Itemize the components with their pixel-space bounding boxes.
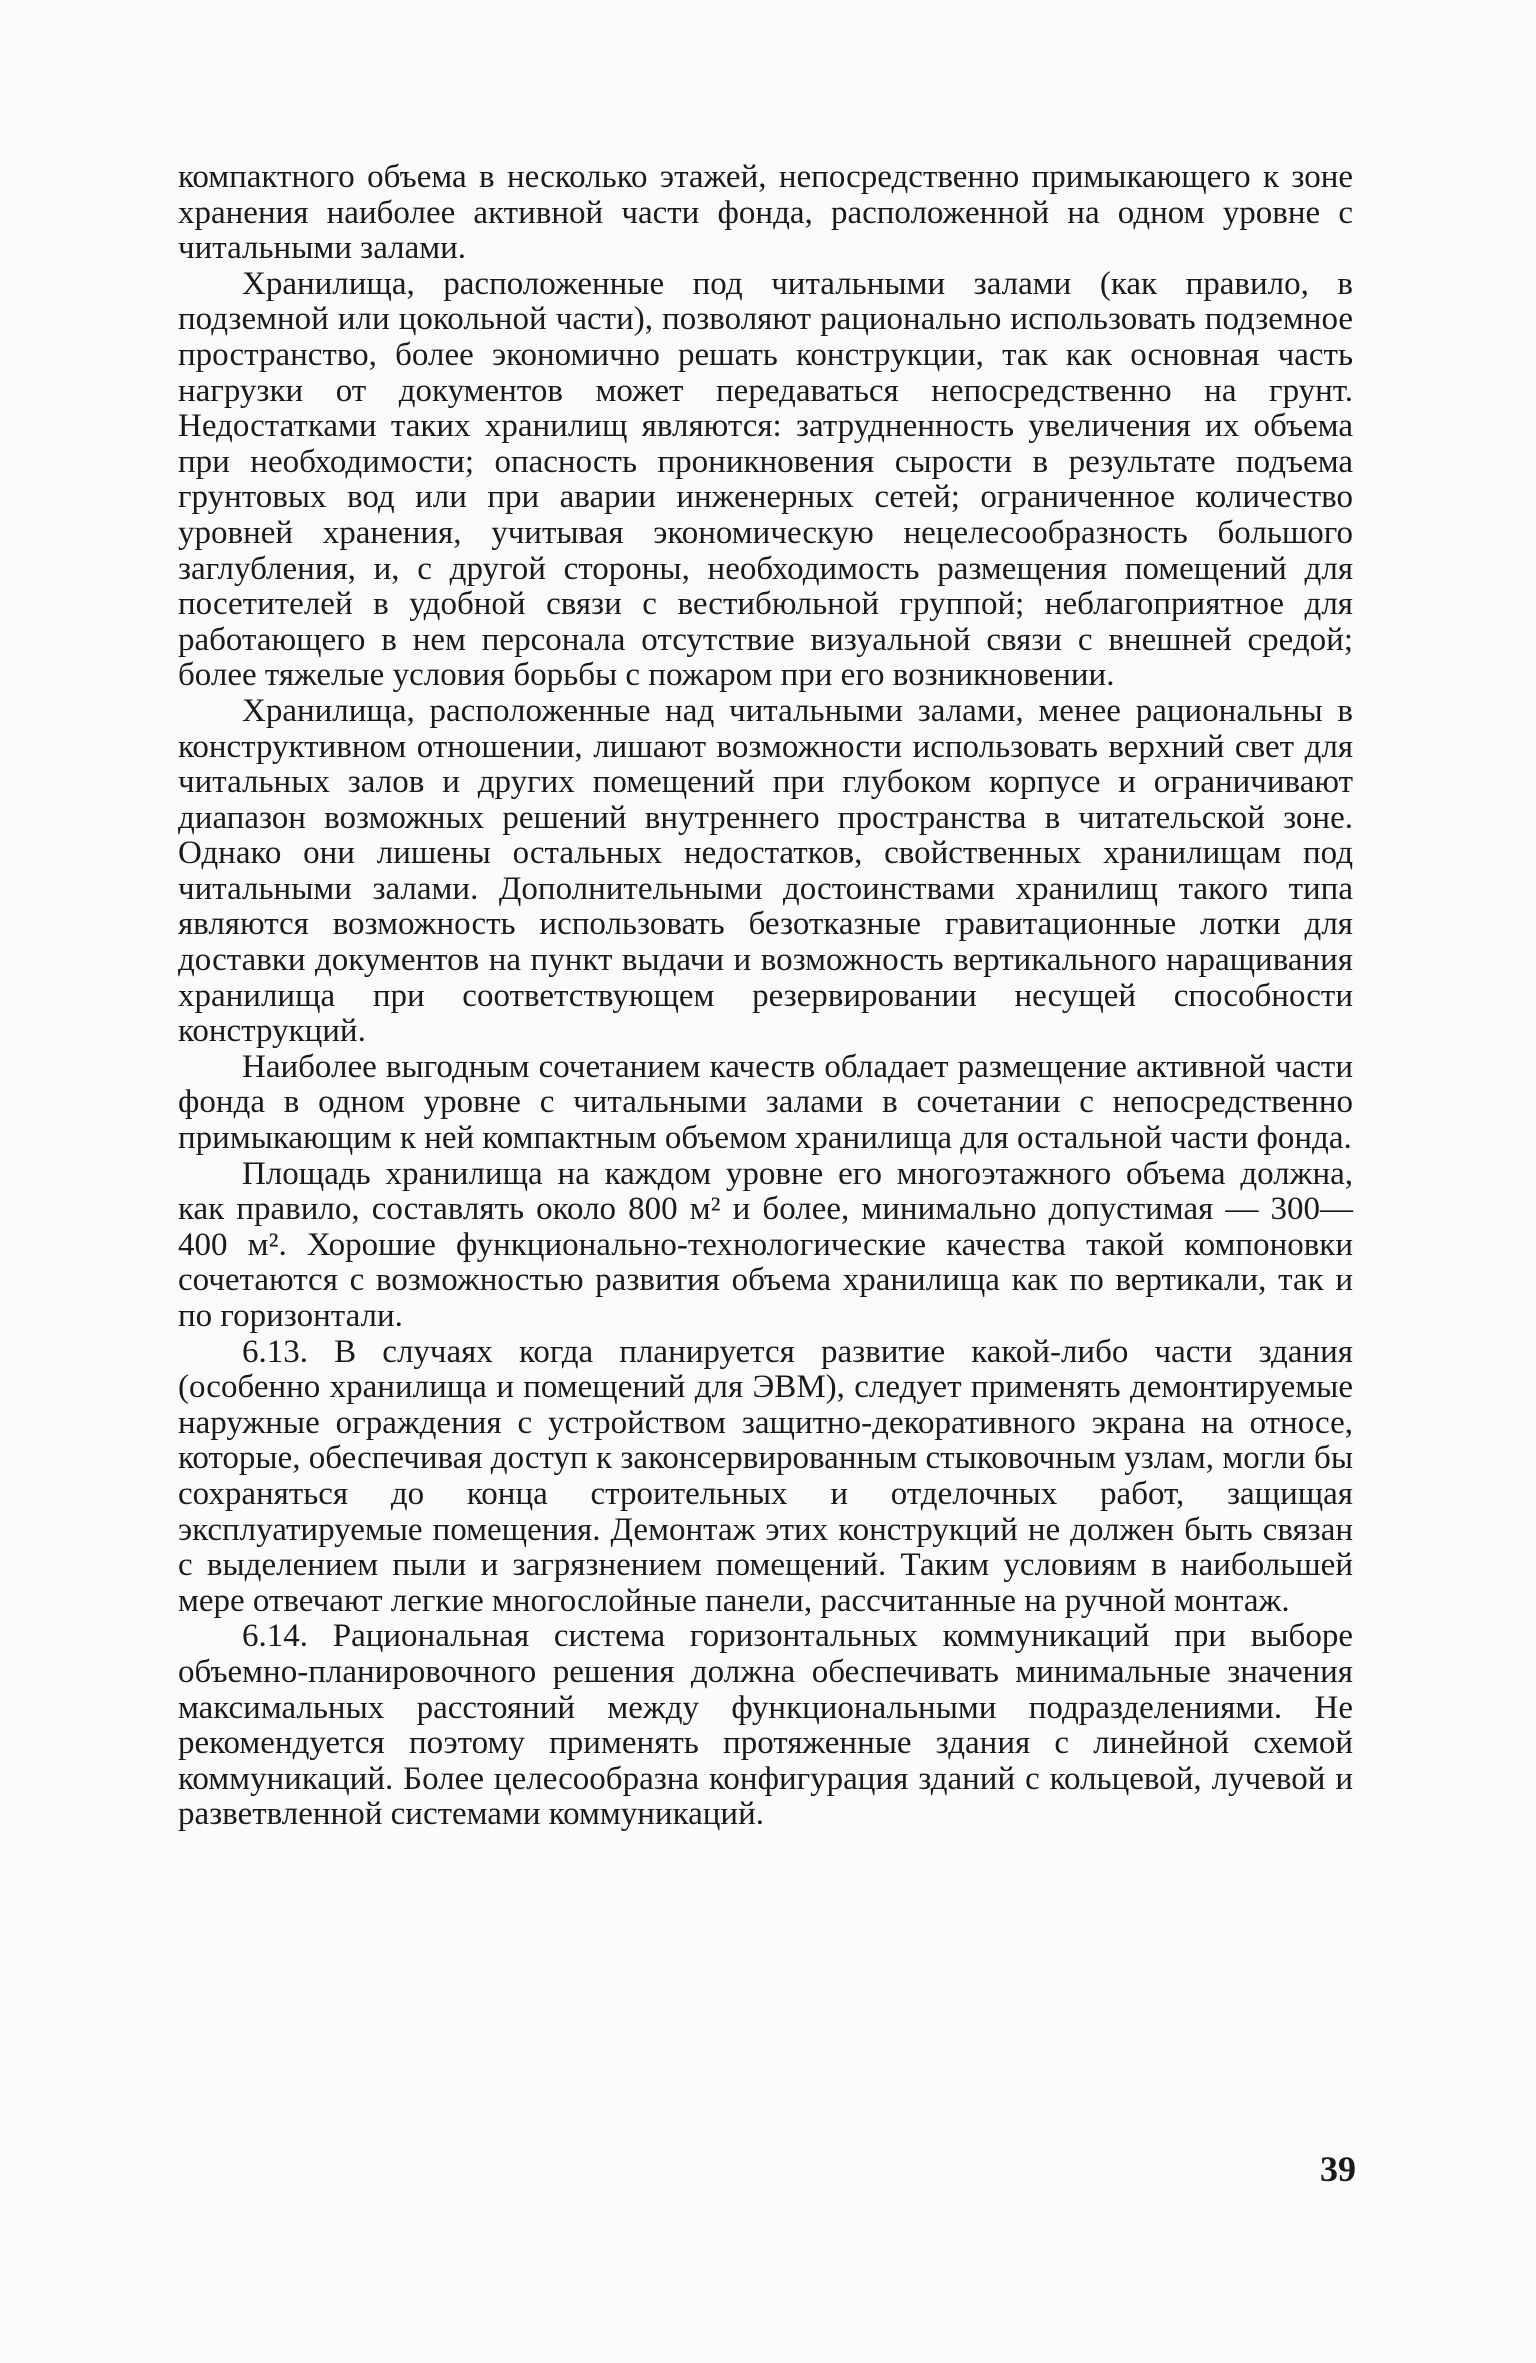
- paragraph-storage-over-reading-rooms: Хранилища, расположенные над читальными залами, менее рациональны в конструктивном отношении, лишают возможности использовать верхний свет для читальных залов и других помещений при глубоком корпусе и ограничивают диапазон возможных решений внутреннего пространства в читательской зоне. Однако они лишены остальных недостатков, свойственных хранилищам под читальными залами. Дополнительными достоинствами хранилищ такого типа являются возможность использовать безотказные гравитационные лотки для доставки документов на пункт выдачи и возможность вертикального наращивания хранилища при соответствующем резервировании несущей способности конструкций.: [178, 692, 1353, 1050]
- paragraph-storage-under-reading-rooms: Хранилища, расположенные под читальными залами (как правило, в подземной или цокольной части), позволяют рационально использовать подземное пространство, более экономично решать конструкции, так как основная часть нагрузки от документов может передаваться непосредственно на грунт. Недостатками таких хранилищ являются: затрудненность увеличения их объема при необходимости; опасность проникновения сырости в результате подъема грунтовых вод или при аварии инженерных сетей; ограниченное количество уровней хранения, учитывая экономическую нецелесообразность большого заглубления, и, с другой стороны, необходимость размещения помещений для посетителей в удобной связи с вестибюльной группой; неблагоприятное для работающего в нем персонала отсутствие визуальной связи с внешней средой; более тяжелые условия борьбы с пожаром при его возникновении.: [178, 265, 1353, 694]
- paragraph-section-6-14: 6.14. Рациональная система горизонтальных коммуникаций при выборе объемно-планировочного решения должна обеспечивать минимальные значения максимальных расстояний между функциональными подразделениями. Не рекомендуется поэтому применять протяженные здания с линейной схемой коммуникаций. Более целесообразна конфигурация зданий с кольцевой, лучевой и разветвленной системами коммуникаций.: [178, 1618, 1353, 1833]
- paragraph-best-combination: Наиболее выгодным сочетанием качеств обладает размещение активной части фонда в одном уровне с читальными залами в сочетании с непосредственно примыкающим к ней компактным объемом хранилища для остальной части фонда.: [178, 1048, 1353, 1157]
- page-number: 39: [1320, 2149, 1356, 2189]
- paragraph-continuation: компактного объема в несколько этажей, непосредственно примыкающего к зоне хранения наиболее активной части фонда, расположенной на одном уровне с читальными залами.: [178, 159, 1353, 267]
- paragraph-storage-area: Площадь хранилища на каждом уровне его многоэтажного объема должна, как правило, составлять около 800 м² и более, минимально допустимая — 300—400 м². Хорошие функционально-технологические качества такой компоновки сочетаются с возможностью развития объема хранилища как по вертикали, так и по горизонтали.: [178, 1155, 1353, 1334]
- body-text: [178, 160, 1353, 1833]
- paragraph-section-6-13: 6.13. В случаях когда планируется развитие какой-либо части здания (особенно хранилища и помещений для ЭВМ), следует применять демонтируемые наружные ограждения с устройством защитно-декоративного экрана на относе, которые, обеспечивая доступ к законсервированным стыковочным узлам, могли бы сохраняться до конца строительных и отделочных работ, защищая эксплуатируемые помещения. Демонтаж этих конструкций не должен быть связан с выделением пыли и загрязнением помещений. Таким условиям в наибольшей мере отвечают легкие многослойные панели, рассчитанные на ручной монтаж.: [178, 1333, 1353, 1619]
